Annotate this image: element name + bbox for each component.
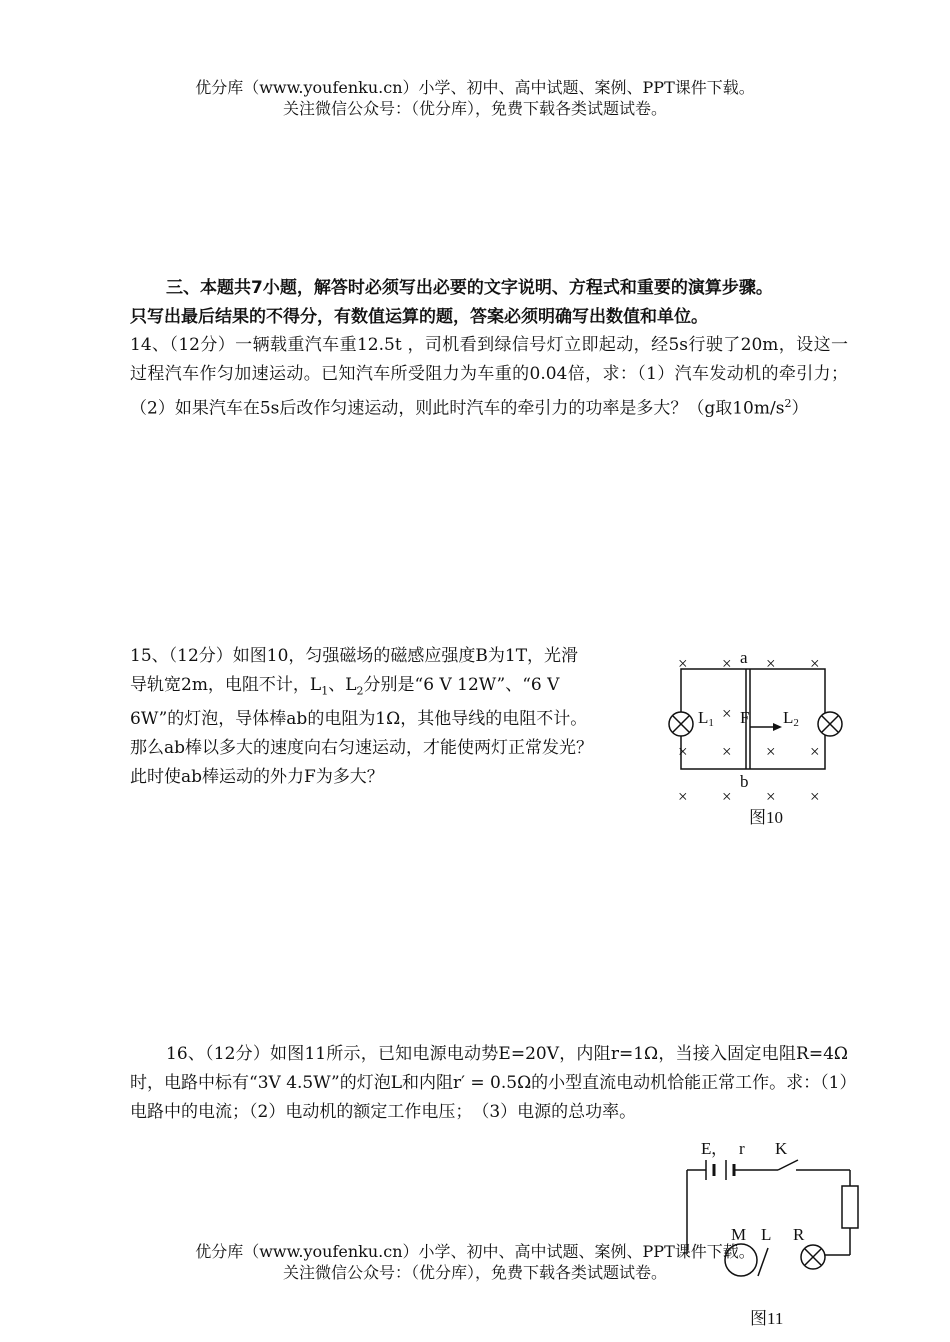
question-16: 16、（12分）如图11所示，已知电源电动势E=20V，内阻r=1Ω，当接入固定电阻R=4Ω时，电路中标有“3V 4.5W”的灯泡L和内阻r′ = 0.5Ω的小型直流电动机恰能正常工作。求：（1）电路中的电流；（2）电动机的额定工作电压； （3）电源的总功率。 bbox=[130, 1044, 848, 1122]
label-m: M bbox=[731, 1225, 747, 1244]
question-15-sub-2: 2 bbox=[356, 684, 364, 698]
section-heading-line-2: 只写出最后结果的不得分，有数值运算的题，答案必须明确写出数值和单位。 bbox=[130, 307, 708, 327]
label-l: L bbox=[761, 1225, 772, 1244]
field-cross: × bbox=[722, 787, 732, 806]
label-l1: L1 bbox=[698, 708, 714, 729]
switch-k bbox=[778, 1160, 798, 1170]
field-cross: × bbox=[722, 704, 732, 723]
resistor-r bbox=[842, 1186, 858, 1228]
question-15-line-4: 那么ab棒以多大的速度向右匀速运动，才能使两灯正常发光？ bbox=[130, 738, 594, 759]
label-k: K bbox=[775, 1139, 788, 1158]
field-cross: × bbox=[678, 742, 688, 761]
label-r-internal: r bbox=[739, 1139, 745, 1158]
label-e: E bbox=[701, 1139, 712, 1158]
label-f: F bbox=[740, 708, 750, 727]
question-15 bbox=[130, 642, 670, 792]
field-cross: × bbox=[678, 654, 688, 673]
question-14 bbox=[130, 331, 848, 424]
header-line-1: 优分库（www.youfenku.cn）小学、初中、高中试题、案例、PPT课件下载。 bbox=[195, 78, 755, 97]
field-cross: × bbox=[678, 787, 688, 806]
figure-11-caption: 图11 bbox=[750, 1309, 784, 1328]
figure-10 bbox=[660, 640, 860, 840]
footer-line-1: 优分库（www.youfenku.cn）小学、初中、高中试题、案例、PPT课件下载。 bbox=[195, 1242, 755, 1261]
field-cross: × bbox=[722, 742, 732, 761]
question-14-superscript: 2 bbox=[784, 397, 792, 410]
question-15-sub-1: 1 bbox=[321, 684, 329, 698]
header-line-2: 关注微信公众号：（优分库），免费下载各类试题试卷。 bbox=[282, 99, 667, 118]
label-r-resistor: R bbox=[793, 1225, 805, 1244]
question-15-line-3: 6W”的灯泡，导体棒ab的电阻为1Ω，其他导线的电阻不计。 bbox=[130, 709, 588, 730]
field-cross: × bbox=[722, 654, 732, 673]
question-15-line-2 bbox=[130, 671, 670, 705]
field-cross: × bbox=[766, 787, 776, 806]
force-arrow-head bbox=[773, 723, 782, 731]
field-cross: × bbox=[810, 654, 820, 673]
field-cross: × bbox=[810, 787, 820, 806]
question-15-line-2c: 分别是“6 V 12W”、“6 V bbox=[363, 675, 560, 695]
label-a: a bbox=[740, 648, 748, 667]
section-heading-line-1: 三、本题共7小题，解答时必须写出必要的文字说明、方程式和重要的演算步骤。 bbox=[166, 278, 773, 298]
label-b: b bbox=[740, 772, 749, 791]
footer-line-2: 关注微信公众号：（优分库），免费下载各类试题试卷。 bbox=[282, 1263, 667, 1282]
figure-10-caption: 图10 bbox=[749, 808, 783, 827]
field-cross: × bbox=[766, 742, 776, 761]
figure-11 bbox=[670, 1134, 870, 1342]
question-15-line-1: 15、（12分）如图10，匀强磁场的磁感应强度B为1T，光滑 bbox=[130, 646, 579, 666]
question-14-text: 14、（12分）一辆载重汽车重12.5t ，司机看到绿信号灯立即起动，经5s行驶了20m，设这一过程汽车作匀加速运动。已知汽车所受阻力为车重的0.04倍，求：（1）汽车发动机的牵引力；（2）如果汽车在5s后改作匀速运动，则此时汽车的牵引力的功率是多大？（g取10m/s bbox=[130, 335, 848, 419]
question-15-line-2a: 导轨宽2m，电阻不计，L bbox=[130, 675, 322, 695]
question-15-line-5: 此时使ab棒运动的外力F为多大？ bbox=[130, 767, 384, 788]
question-14-tail: ） bbox=[791, 398, 809, 419]
field-cross: × bbox=[810, 742, 820, 761]
question-15-line-2b: 、L bbox=[328, 675, 357, 695]
magnetic-field-crosses bbox=[678, 654, 820, 806]
label-comma: ， bbox=[711, 1139, 728, 1158]
label-l2: L2 bbox=[783, 708, 799, 729]
field-cross: × bbox=[766, 654, 776, 673]
section-heading bbox=[130, 274, 848, 332]
